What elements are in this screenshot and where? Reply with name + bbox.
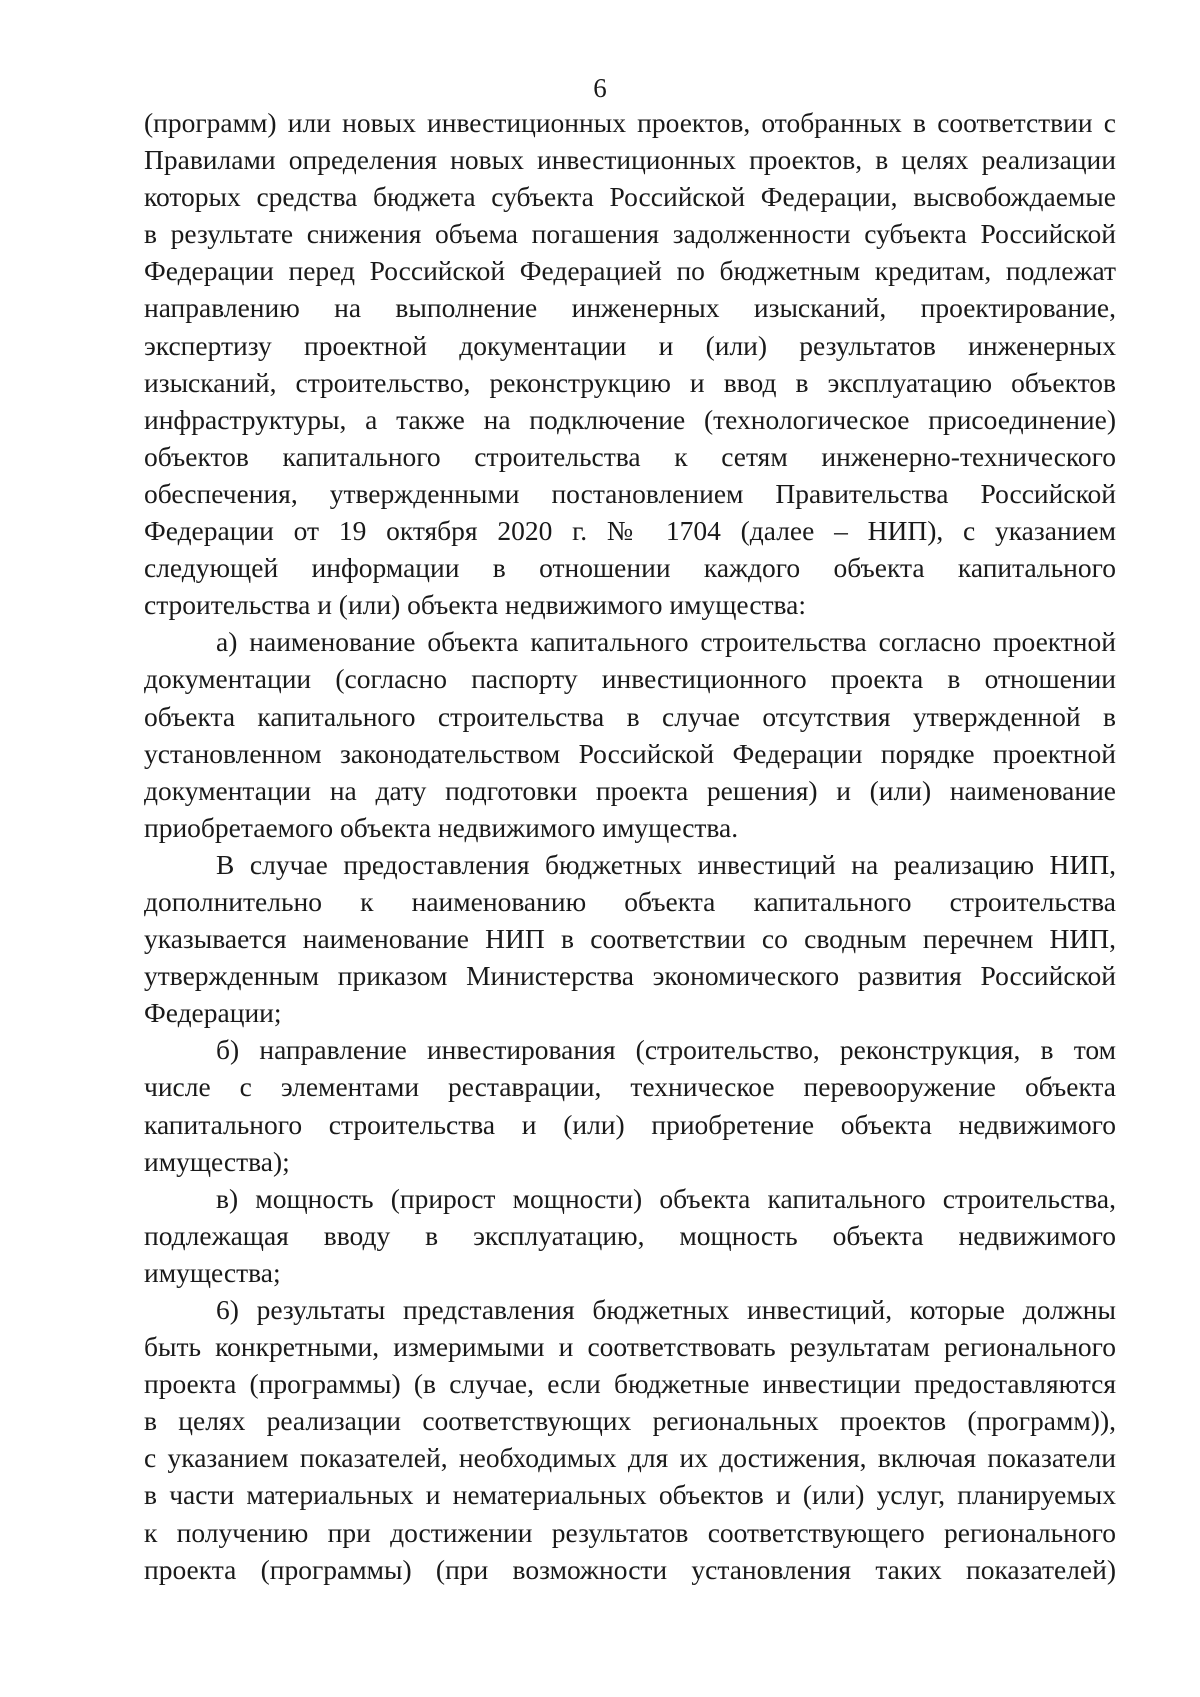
text-line: дополнительно к наименованию объекта капитального строительства bbox=[144, 885, 1116, 917]
text-line: в части материальных и нематериальных объектов и (или) услуг, планируемых bbox=[144, 1479, 1116, 1511]
body-text bbox=[144, 104, 1116, 1588]
text-line: 6) результаты представления бюджетных инвестиций, которые должны bbox=[216, 1294, 1116, 1325]
text-line: направлению на выполнение инженерных изысканий, проектирование, bbox=[144, 292, 1116, 324]
text-line: указывается наименование НИП в соответствии со сводным перечнем НИП, bbox=[144, 923, 1116, 955]
text-line: следующей информации в отношении каждого объекта капитального bbox=[144, 552, 1116, 584]
text-line: в результате снижения объема погашения задолженности субъекта Российской bbox=[144, 218, 1116, 250]
text-line: объекта капитального строительства в случае отсутствия утвержденной в bbox=[144, 700, 1116, 732]
text-line: изысканий, строительство, реконструкцию и ввод в эксплуатацию объектов bbox=[144, 366, 1116, 398]
text-line: установленном законодательством Российской Федерации порядке проектной bbox=[144, 737, 1116, 769]
page-number: 6 bbox=[593, 73, 607, 103]
text-line: Правилами определения новых инвестиционных проектов, в целях реализации bbox=[144, 144, 1116, 176]
text-line: инфраструктуры, а также на подключение (технологическое присоединение) bbox=[144, 403, 1116, 435]
text-line: проекта (программы) (при возможности установления таких показателей) bbox=[144, 1553, 1116, 1585]
text-line: подлежащая вводу в эксплуатацию, мощность объекта недвижимого bbox=[144, 1219, 1116, 1251]
text-line: а) наименование объекта капитального строительства согласно проектной bbox=[216, 626, 1116, 658]
text-line: б) направление инвестирования (строительство, реконструкция, в том bbox=[216, 1034, 1116, 1066]
text-line: имущества); bbox=[144, 1145, 290, 1177]
text-line: которых средства бюджета субъекта Российской Федерации, высвобождаемые bbox=[144, 181, 1116, 213]
text-line: имущества; bbox=[144, 1256, 281, 1288]
text-line: утвержденным приказом Министерства экономического развития Российской bbox=[144, 960, 1116, 992]
text-line: обеспечения, утвержденными постановлением Правительства Российской bbox=[144, 477, 1116, 509]
text-line: проекта (программы) (в случае, если бюджетные инвестиции предоставляются bbox=[144, 1368, 1116, 1400]
text-line: к получению при достижении результатов соответствующего регионального bbox=[144, 1516, 1116, 1548]
text-line: (программ) или новых инвестиционных проектов, отобранных в соответствии с bbox=[144, 107, 1116, 138]
text-line: в целях реализации соответствующих региональных проектов (программ)), bbox=[144, 1405, 1116, 1437]
text-line: документации на дату подготовки проекта решения) и (или) наименование bbox=[144, 774, 1116, 806]
text-line: в) мощность (прирост мощности) объекта капитального строительства, bbox=[216, 1182, 1116, 1214]
text-line: объектов капитального строительства к сетям инженерно-технического bbox=[144, 440, 1116, 472]
text-line: капитального строительства и (или) приобретение объекта недвижимого bbox=[144, 1108, 1116, 1140]
text-line: Федерации; bbox=[144, 997, 282, 1029]
text-line: экспертизу проектной документации и (или) результатов инженерных bbox=[144, 329, 1116, 361]
text-line: строительства и (или) объекта недвижимого имущества: bbox=[144, 589, 807, 621]
text-line: Федерации от 19 октября 2020 г. № 1704 (далее – НИП), с указанием bbox=[144, 515, 1116, 547]
text-line: Федерации перед Российской Федерацией по бюджетным кредитам, подлежат bbox=[144, 255, 1116, 287]
text-line: числе с элементами реставрации, техническое перевооружение объекта bbox=[144, 1071, 1116, 1103]
text-line: документации (согласно паспорту инвестиционного проекта в отношении bbox=[144, 663, 1116, 695]
text-line: с указанием показателей, необходимых для их достижения, включая показатели bbox=[144, 1442, 1116, 1474]
text-line: приобретаемого объекта недвижимого имущества. bbox=[144, 811, 739, 843]
text-line: быть конкретными, измеримыми и соответствовать результатам регионального bbox=[144, 1331, 1116, 1363]
text-line: В случае предоставления бюджетных инвестиций на реализацию НИП, bbox=[216, 848, 1116, 880]
